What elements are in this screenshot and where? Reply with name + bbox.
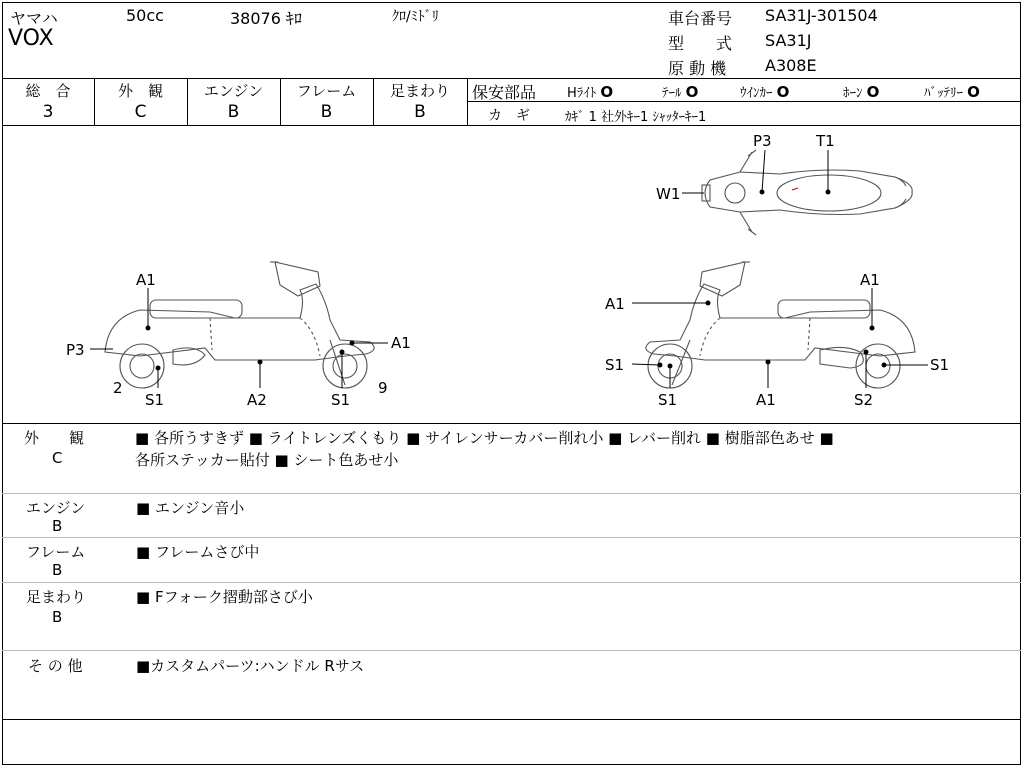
keys-label: カ ギ — [488, 108, 530, 124]
section-engine-grade: B — [52, 517, 63, 535]
type-value: SA31J — [765, 31, 812, 50]
section-frame-line-1: ■ フレームさび中 — [136, 543, 260, 561]
divider — [2, 78, 1021, 79]
label-left-p3: P3 — [66, 341, 85, 359]
label-left-a1: A1 — [136, 271, 156, 289]
divider — [2, 650, 1021, 651]
grade-suspension-label: 足まわり — [389, 82, 450, 100]
divider — [467, 78, 468, 125]
divider — [2, 423, 1021, 424]
label-left-s1-rear: S1 — [145, 391, 165, 409]
keys-value: ｶｷﾞ 1 社外ｷｰ1 ｼｬｯﾀｰｷｰ1 — [565, 110, 707, 125]
label-right-s1-front: S1 — [658, 391, 678, 409]
label-right-s2: S2 — [854, 391, 874, 409]
safety-winker: ｳｲﾝｶｰ O — [740, 83, 790, 101]
color: ｸﾛ/ﾐﾄﾞﾘ — [392, 9, 439, 25]
label-right-s1-right: S1 — [930, 356, 950, 374]
grade-frame-label: フレーム — [296, 82, 357, 100]
safety-label: 保安部品 — [472, 83, 537, 102]
section-exterior-grade: C — [52, 449, 63, 467]
grade-total-value: 3 — [42, 102, 54, 122]
label-right-a1-floor: A1 — [756, 391, 776, 409]
grade-suspension-value: B — [414, 102, 426, 122]
engine-value: A308E — [765, 56, 817, 75]
section-suspension-line-1: ■ Fフォーク摺動部さび小 — [136, 588, 313, 606]
frame-no: SA31J-301504 — [765, 6, 878, 25]
section-frame-grade: B — [52, 561, 63, 579]
label-right-s1-left: S1 — [605, 356, 625, 374]
grade-exterior-label: 外 観 — [117, 82, 163, 100]
section-other-label: そ の 他 — [28, 657, 83, 675]
section-exterior-label: 外 観 — [24, 429, 85, 447]
label-left-a2: A2 — [247, 391, 267, 409]
divider — [2, 582, 1021, 583]
section-other-line-1: ■カスタムパーツ:ハンドル Rサス — [136, 657, 365, 675]
label-top-p3: P3 — [753, 132, 772, 150]
label-top-w1: W1 — [656, 185, 681, 203]
label-right-a1-rear: A1 — [860, 271, 880, 289]
grade-engine-label: エンジン — [203, 82, 264, 100]
divider — [2, 537, 1021, 538]
safety-tail: ﾃｰﾙ O — [662, 83, 699, 101]
section-exterior-line-1: ■ 各所うすきず ■ ライトレンズくもり ■ サイレンサーカバー削れ小 ■ レバー削れ ■ 樹脂部色あせ ■ — [135, 429, 834, 447]
section-suspension-label: 足まわり — [26, 588, 87, 606]
section-frame-label: フレーム — [26, 543, 86, 561]
section-engine-line-1: ■ エンジン音小 — [136, 499, 245, 517]
safety-headlight: Hﾗｲﾄ O — [567, 83, 614, 101]
label-right-a1-front: A1 — [605, 295, 625, 313]
grade-exterior-value: C — [134, 102, 147, 122]
divider — [2, 493, 1021, 494]
grade-total-label: 総 合 — [25, 82, 71, 100]
type-label: 型 式 — [668, 34, 733, 53]
label-top-t1: T1 — [816, 132, 835, 150]
label-left-a1-front: A1 — [391, 334, 411, 352]
safety-battery: ﾊﾞｯﾃﾘｰ O — [924, 83, 980, 101]
label-left-s1-front: S1 — [331, 391, 351, 409]
model-name: VOX — [8, 26, 54, 51]
label-left-2: 2 — [113, 379, 123, 397]
displacement: 50cc — [126, 6, 164, 25]
divider — [2, 719, 1021, 720]
section-engine-label: エンジン — [26, 499, 86, 517]
engine-label: 原 動 機 — [668, 59, 727, 78]
frame-no-label: 車台番号 — [668, 9, 733, 28]
divider — [467, 101, 1021, 102]
top-view-scooter — [702, 150, 912, 235]
maker: ヤマハ — [10, 9, 58, 28]
section-suspension-grade: B — [52, 608, 63, 626]
grade-engine-value: B — [227, 102, 240, 122]
label-left-9: 9 — [378, 379, 388, 397]
grade-frame-value: B — [320, 102, 333, 122]
damage-diagram — [0, 126, 1024, 424]
safety-horn: ﾎｰﾝ O — [843, 83, 880, 101]
mileage: 38076 ｷﾛ — [230, 9, 302, 28]
section-exterior-line-2: 各所ステッカー貼付 ■ シート色あせ小 — [135, 451, 399, 469]
